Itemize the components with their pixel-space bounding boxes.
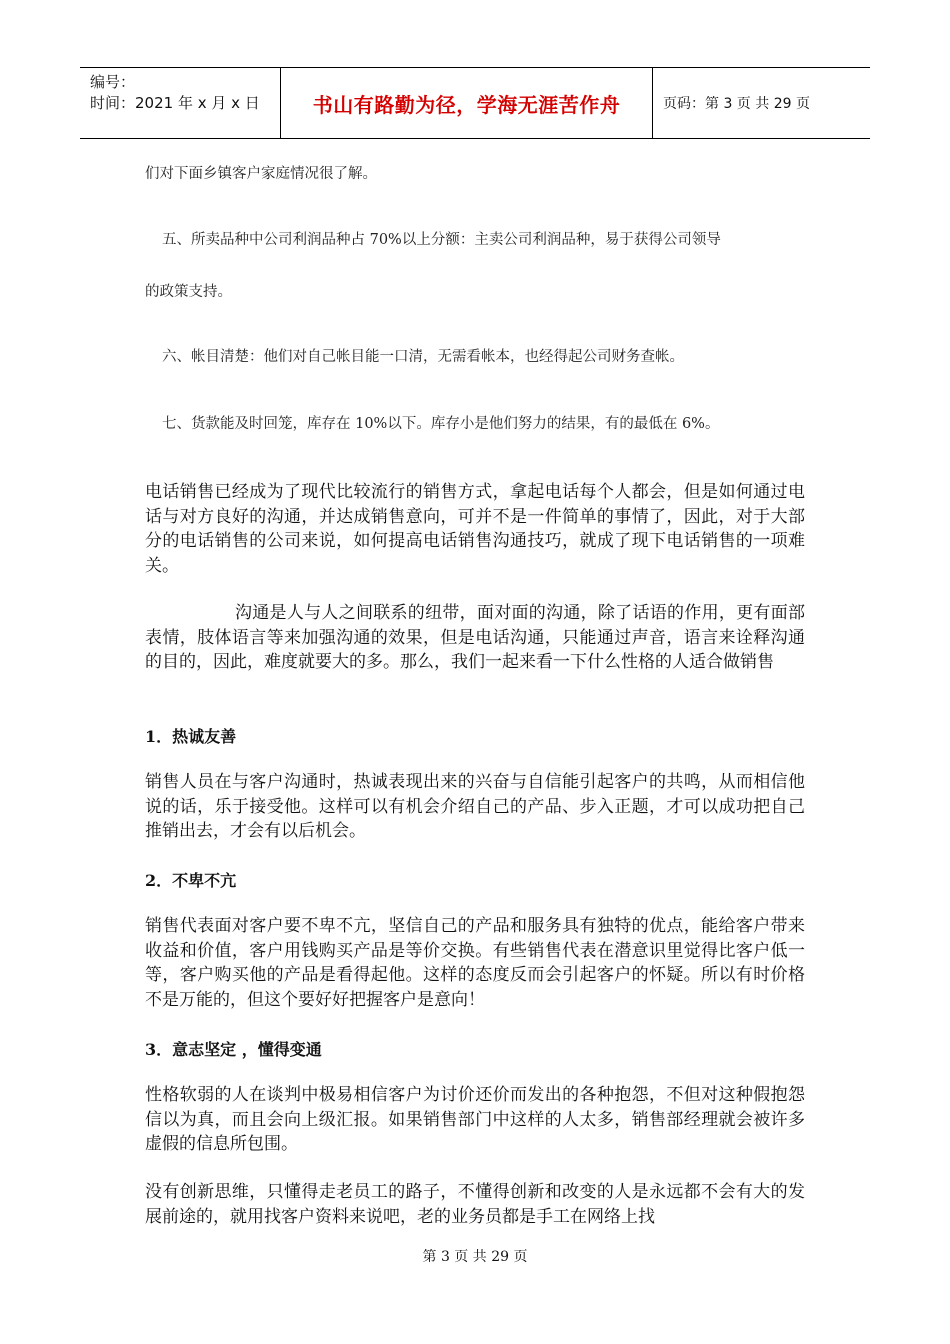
paragraph-3: 销售人员在与客户沟通时，热诚表现出来的兴奋与自信能引起客户的共鸣，从而相信他说的话，乐于接受他。这样可以有机会介绍自己的产品、步入正题，才可以成功把自己推销出去，才会有以后机会。 [145,772,805,841]
paragraph-4: 销售代表面对客户要不卑不亢，坚信自己的产品和服务具有独特的优点，能给客户带来收益和价值，客户用钱购买产品是等价交换。有些销售代表在潜意识里觉得比客户低一等，客户购买他的产品是看得起他。这样的态度反而会引起客户的怀疑。所以有时价格不是万能的，但这个要好好把握客户是意向！ [145,916,805,1010]
paragraph-1: 电话销售已经成为了现代比较流行的销售方式，拿起电话每个人都会，但是如何通过电话与对方良好的沟通，并达成销售意向，可并不是一件简单的事情了，因此，对于大部分的电话销售的公司来说，如何提高电话销售沟通技巧，就成了现下电话销售的一项难关。 [145,482,805,576]
body-line-1: 们对下面乡镇客户家庭情况很了解。 [145,166,377,182]
heading-1: 1．热诚友善 [145,727,237,746]
body-line-4: 六、帐目清楚：他们对自己帐目能一口清，无需看帐本，也经得起公司财务查帐。 [162,349,684,365]
header-meta [80,68,281,138]
header-page-cell [653,68,870,138]
paragraph-6: 没有创新思维，只懂得走老员工的路子，不懂得创新和改变的人是永远都不会有大的发展前途的，就用找客户资料来说吧，老的业务员都是手工在网络上找 [145,1182,805,1227]
body-line-5: 七、货款能及时回笼，库存在 10%以下。库存小是他们努力的结果，有的最低在 6%。 [162,416,720,432]
page-header [80,67,870,139]
paragraph-5: 性格软弱的人在谈判中极易相信客户为讨价还价而发出的各种抱怨，不但对这种假抱怨信以为真，而且会向上级汇报。如果销售部门中这样的人太多，销售部经理就会被许多虚假的信息所包围。 [145,1085,805,1154]
header-page-label: 页码：第 3 页 共 29 页 [663,96,810,112]
body-line-2: 五、所卖品种中公司利润品种占 70%以上分额：主卖公司利润品种，易于获得公司领导 [162,232,721,248]
header-date-label: 时间：2021 年 x 月 x 日 [90,94,260,112]
body-line-3: 的政策支持。 [145,284,232,300]
page-footer: 第 3 页 共 29 页 [422,1249,528,1265]
header-motto: 书山有路勤为径，学海无涯苦作舟 [312,92,621,117]
paragraph-2: 沟通是人与人之间联系的纽带，面对面的沟通，除了话语的作用，更有面部表情，肢体语言等来加强沟通的效果，但是电话沟通，只能通过声音，语言来诠释沟通的目的，因此，难度就要大的多。那么，我们一起来看一下什么性格的人适合做销售 [145,603,805,672]
header-number-label: 编号： [90,73,136,91]
header-motto-cell [281,68,653,138]
heading-3: 3．意志坚定 ，懂得变通 [145,1040,322,1059]
heading-2: 2．不卑不亢 [145,871,237,890]
